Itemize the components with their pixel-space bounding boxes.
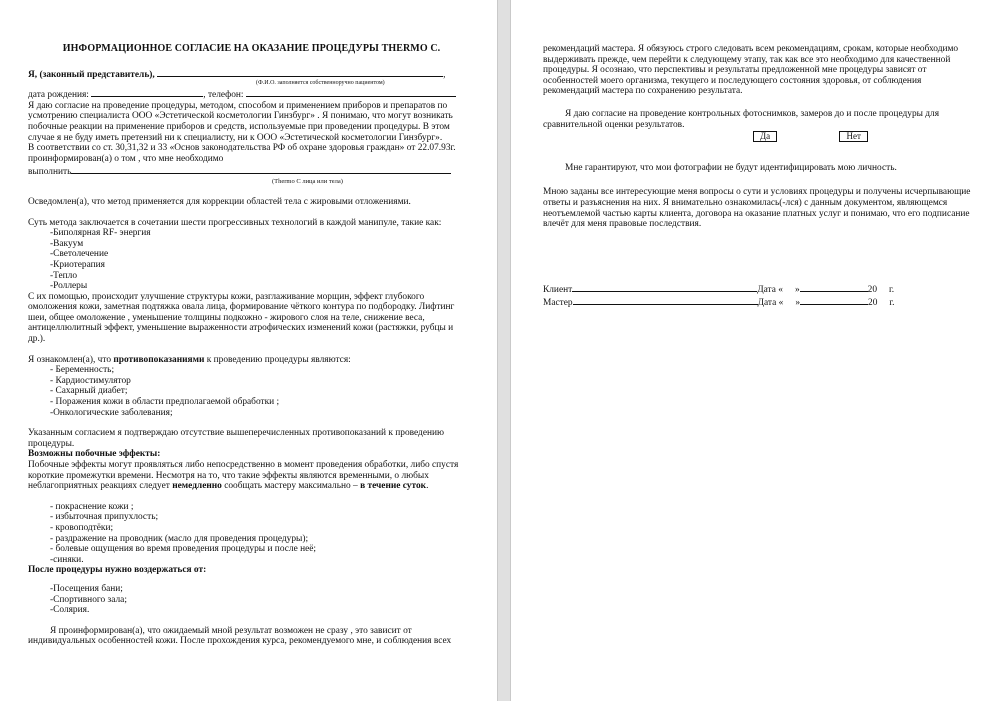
list-item: -Спортивного зала; [50, 594, 127, 605]
execute-line [28, 164, 475, 178]
year-label: 20 [868, 298, 878, 309]
side-line-2: короткие промежутки времени. Несмотря на то, что такие эффекты являются временными, о любых [28, 470, 429, 481]
name-line [28, 67, 475, 81]
effect-line-5: др.). [28, 334, 46, 345]
cont-line-3: процедуры. Я осознаю, что перспективы и результаты предложенной мне процедуры зависят от [543, 65, 927, 76]
client-signature-field[interactable] [572, 282, 757, 292]
client-year-field[interactable] [877, 283, 889, 292]
phone-field[interactable] [246, 87, 456, 97]
side-last-bold2: в течение суток [360, 481, 427, 492]
ya-label: Я, (законный представитель), [28, 69, 158, 80]
master-label: Мастер [543, 298, 573, 309]
side-last-bold1: немедленно [172, 481, 222, 492]
page-gap [497, 0, 511, 701]
master-year-field[interactable] [877, 296, 889, 305]
yes-box[interactable]: Да [753, 131, 777, 142]
comma: , [443, 69, 446, 80]
contra-prefix: Я ознакомлен(а), что [28, 354, 114, 365]
list-item: -Вакуум [50, 238, 84, 249]
list-item: - Беременность; [50, 365, 115, 376]
technology-list [28, 228, 475, 292]
confirm-line-2: процедуры. [28, 438, 75, 449]
yes-no-row [543, 131, 978, 143]
photo-line-1: Я даю согласие на проведение контрольных фотоснимков, замеров до и после процедуры для [565, 108, 940, 119]
list-item: - Кардиостимулятор [50, 375, 131, 386]
list-item: - Поражения кожи в области предполагаемой обработки ; [50, 397, 280, 408]
final-line-2: индивидуальных особенностей кожи. После прохождения курса, рекомендуемого мне, и соблюдения всех [28, 636, 452, 647]
list-item: - раздражение на проводник (масло для проведения процедуры); [50, 533, 309, 544]
year-suffix: г. [889, 298, 895, 309]
execute-field[interactable] [71, 164, 451, 174]
document-title: ИНФОРМАЦИОННОЕ СОГЛАСИЕ НА ОКАЗАНИЕ ПРОЦЕДУРЫ THERMO C. [62, 43, 441, 54]
questions-line-1: Мною заданы все интересующие меня вопросы о сути и условиях процедуры и получены исчерпывающие [543, 187, 971, 198]
name-field[interactable] [157, 67, 443, 77]
list-item: -синяки. [50, 554, 84, 565]
list-item: -Светолечение [50, 249, 109, 260]
contraindication-list [28, 365, 475, 418]
list-item: - покраснение кожи ; [50, 501, 134, 512]
side-effect-list [28, 502, 475, 566]
master-signature-field[interactable] [573, 295, 758, 305]
document-page-left [0, 0, 497, 701]
date-label: Дата « [757, 298, 784, 309]
master-month-field[interactable] [800, 295, 868, 305]
cont-line-1: рекомендаций мастера. Я обязуюсь строго следовать всем рекомендациям, срокам, которые необходимо [543, 44, 959, 54]
cont-line-4: особенностей моего организма, текущего и последующего состояния здоровья, от соблюдения [543, 75, 922, 86]
side-effects-title: Возможны побочные эффекты: [28, 449, 161, 460]
side-last-mid: сообщать мастеру максимально – [221, 481, 361, 492]
consent-line-5: В соответствии со ст. 30,31,32 и 33 «Основ законодательства РФ об охране здоровья граждан» от 22.07.93г. [28, 143, 456, 154]
contra-heading [28, 355, 475, 366]
effect-line-4: антицеллюлитный эффект, уменьшение выраженности атрофических изменений кожи (растяжки, рубцы и [28, 323, 454, 334]
consent-line-1: Я даю согласие на проведение процедуры, методом, способом и применением приборов и препаратов по [28, 100, 448, 111]
client-label: Клиент [543, 284, 573, 295]
execute-label: выполнить [28, 167, 72, 178]
list-item: -Тепло [50, 270, 78, 281]
dob-field[interactable] [91, 87, 203, 97]
year-suffix: г. [889, 284, 895, 295]
list-item: -Солярия. [50, 605, 90, 616]
questions-line-2: ответы и разъяснения на них. Я внимательно ознакомилась(-лся) с данным документом, являющемся [543, 197, 948, 208]
questions-line-3: неотъемлемой частью карты клиента, договора на оказание платных услуг и понимаю, что его подписание [543, 208, 970, 219]
essence-text: Суть метода заключается в сочетании шести прогрессивных технологий в каждой манипуле, такие как: [28, 217, 442, 228]
side-line-3 [28, 481, 475, 492]
list-item: -Роллеры [50, 281, 88, 292]
master-signature-row [543, 295, 978, 309]
list-item: -Биполярная RF- энергия [50, 228, 151, 239]
effect-line-1: С их помощью, происходит улучшение структуры кожи, разглаживание морщин, эффект глубокого [28, 291, 425, 302]
date-close: » [794, 284, 800, 295]
consent-line-4: случае я не буду иметь претензий ни к специалисту, ни к ООО «Эстетической косметологии Гинзбург». [28, 132, 443, 143]
cont-line-5: рекомендаций мастера по сохранению результата. [543, 86, 743, 97]
date-label: Дата « [757, 284, 783, 295]
client-day-field[interactable] [783, 283, 795, 292]
contra-suffix: к проведению процедуры являются: [204, 354, 351, 365]
final-line-1: Я проинформирован(а), что ожидаемый мной результат возможен не сразу , это зависит от [50, 625, 412, 636]
phone-label: , телефон: [203, 90, 246, 101]
master-day-field[interactable] [783, 296, 795, 305]
list-item: - Сахарный диабет; [50, 386, 128, 397]
side-last-end: . [426, 481, 429, 492]
list-item: - болевые ощущения во время проведения процедуры и после неё; [50, 544, 317, 555]
list-item: -Криотерапия [50, 259, 105, 270]
consent-line-3: побочные реакции на применение приборов и средств, используемые при проведении процедуры. В этом [28, 121, 450, 132]
thermo-caption: (Thermo C лица или тела) [272, 177, 343, 185]
contra-bold: противопоказаниями [113, 354, 205, 365]
effect-line-2: омоложения кожи, заметная подтяжка овала лица, формирование чёткого контура по подбородку. Лифтинг [28, 302, 455, 313]
consent-line-2: усмотрению специалиста ООО «Эстетической косметологии Гинзбург» . Я понимаю, что могут возникать [28, 111, 453, 122]
fio-caption: (Ф.И.О. заполняется собственноручно пациентом) [256, 80, 385, 87]
date-close: » [795, 298, 801, 309]
informed-text: Осведомлен(а), что метод применяется для коррекции областей тела с жировыми отложениями. [28, 196, 411, 207]
confirm-line-1: Указанным согласием я подтверждаю отсутствие вышеперечисленных противопоказаний к проведению [28, 428, 445, 439]
year-label: 20 [867, 284, 878, 295]
guarantee-text: Мне гарантируют, что мои фотографии не будут идентифицировать мою личность. [565, 162, 897, 173]
effect-line-3: шеи, общее омоложение , уменьшение толщины подкожно - жирового слоя на теле, снижение веса, [28, 312, 425, 323]
after-list [28, 584, 475, 616]
side-line-1: Побочные эффекты могут проявляться либо непосредственно в момент проведения обработки, либо спустя [28, 460, 459, 470]
list-item: - кровоподтёки; [50, 522, 114, 533]
consent-line-6: проинформирован(а) о том , что мне необходимо [28, 153, 224, 164]
client-month-field[interactable] [800, 282, 868, 292]
questions-line-4: влечёт для меня правовые последствия. [543, 219, 702, 230]
dob-line [28, 87, 475, 101]
list-item: - избыточная припухлость; [50, 512, 159, 523]
photo-line-2: сравнительной оценки результатов. [543, 119, 685, 130]
list-item: -Посещения бани; [50, 583, 123, 594]
after-title: После процедуры нужно воздержаться от: [28, 565, 207, 576]
client-signature-row [543, 282, 978, 296]
document-page-right [511, 0, 1008, 701]
cont-line-2: выдерживать прежде, чем перейти к следующему этапу, так как все это необходимо для качественной [543, 54, 951, 65]
side-last-prefix: неблагоприятных реакциях следует [28, 481, 173, 492]
no-box[interactable]: Нет [839, 131, 867, 142]
list-item: -Онкологические заболевания; [50, 407, 173, 418]
dob-label: дата рождения: [28, 90, 92, 101]
